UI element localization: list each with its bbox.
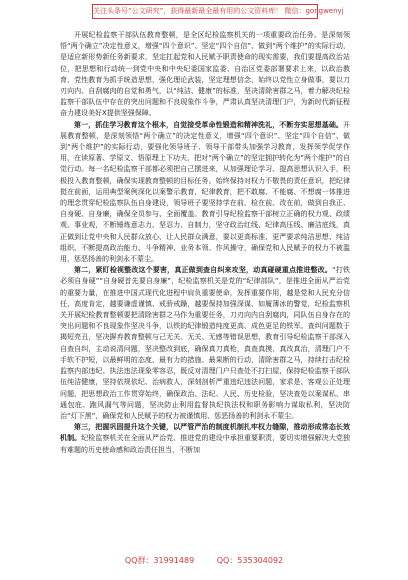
qq-label: QQ：535304092 bbox=[216, 556, 284, 565]
qq-group-label: QQ群：31991489 bbox=[124, 556, 195, 565]
promo-banner: 关注头条号“公文研究”，获得最新最全最有用的公文资料库！ 微信：gongwenyj bbox=[92, 4, 318, 19]
paragraph-lead: 第三，把握巩固提升这个关键，以严管严治的制度机制扎牢权力缝隙，推动形成常态长效机制。 bbox=[60, 423, 350, 443]
document-body bbox=[60, 30, 350, 456]
paragraph-text: 开展教育整顿，是深刻领悟“两个确立”的决定性意义，增强“四个意识”、坚定“四个自信”、做到“两个维护”的实际行动，要强化领导班子、领导干部带头加强学习教育，发挥领学促学作用，在读原著、学原文、悟原理上下功夫，把对“两个确立”的坚定拥护转化为“两个维护”的自觉行动。每一名纪检监察干部都必须把自己摆进来，从加强理论学习、提高思想认识入手，积极投入教育整顿，确保实现教育整顿的目标任务。始终保持对权力不敬畏的责任意识，把纪律挺在前面，运用典型案例深化以案警示教育，纪律教育，把不敢腐、不能腐、不想腐一体推进的理念贯穿纪检监察队伍自身建设，领导班子要坚持学在前、检在前、改在前，做到自我正、自身硬、自身廉，确保全员参与、全面覆盖。教育引导纪检监察干部树立正确的权力观、政绩观、事业观，不断锤炼意志力、坚忍力、自制力，坚守政治红线、纪律高压线、廉洁底线，真正做到让党中央和人民群众放心、让人民群众满意，要以更高标准、更严要求纯洁思想、纯洁组织、不断提高政治能力、斗争精神、业务本领、作风操守，确保党和人民赋予的权力不被滥用，惩恶扬善的利剑永不蒙尘。 bbox=[60, 120, 350, 264]
paragraph-text: 纪检监察机关在全面从严治党、推进党的建设中承担重要职责，要切实增强解决大党独有难题的历史使命感和政治责任担当，不断加 bbox=[60, 434, 351, 454]
paragraph-first bbox=[60, 120, 350, 266]
paragraph-text: “打铁必须自身硬”“自身硬首先要自身廉”，纪检监察机关是党的“纪律部队”，是推进全面从严治党的重要力量，在推进中国式现代化进程中肩负重要使命，发挥重要作用，越是党和人民充分信任、高度肯定，越要谦虚谨慎、戒骄戒躁，越要保持加强深谋、如履薄冰的警觉，纪检监察机关开展纪检教育整顿要把清除害群之马作为重要任务，刀刃向内自刮腐肉，同队伍自身存在的突出问题和不良现象作坚决斗争，以铁的纪律锻造纯度更高、成色更足的铁军。查纠问题数于揭短亮丑，坚决摒弃教育整顿与己无关、无关、无感等错误思想，教育引导纪检监察干部深入自查自纠，主动说清问题，坚决整改到底，确保真刀真枪，真查真摸、真改真治，清理门户不手软不护短，以最鲜明的态度、最有力的措施、最果断的行动，清除害群之马，持续打击纪检监察内部违纪、执法违法现象零容忍，既反对清理门户只查处不打扫屋，保持纪检监察干部队伍纯洁健康，坚持依规依纪、治病救人，深刻剖析严重违纪违法问题，家求是、客观公正处理问题，把思想政治工作贯穿始终，确保政治、法纪、人民、历史检验，坚决查处以案谋私、串通包庇、跑风漏气等问题，坚决防止利用监督执纪执法权和职务影响力谋取私利，坚决防治“灯下黑”，确保党和人民赋予的权力被谨慎用、惩恶扬善的利剑永不蒙尘。 bbox=[60, 266, 350, 420]
paragraph-lead: 第二，紧盯检视整改这个要害，真正做到查自纠来攻坚，动真碰硬重点推进整改。 bbox=[74, 266, 333, 275]
paragraph-text: 开展纪检监察干部队伍教育整顿，是全区纪检监察机关的一项重要政治任务。是深刻领悟“两个确立”决定性意义，增强“四个意识”、坚定“四个自信”、做到“两个维护”的实际行动，是适应新形势新任务新要求，坚定扛起党和人民赋予职责使命的现实需要，我们要提高政治站位，把思想和行动统一到党中央和中央纪委国家监委、自治区党委部署要求上来，以政治教育、党性教育为抓手统造思想，强化理论武装，坚定理想信念，始终以党性立身做事，要以刀刃向内、自刮腐肉的自觉和勇气，以“纯洁、健康”的标准，坚决清除害群之马，着力解决纪检监察干部队伍中存在的突出问题和不良现象作斗争，严肃认真坚决清理门户，为新时代新征程奋力建设美好X提供坚强保障。 bbox=[60, 31, 350, 118]
paragraph-intro bbox=[60, 30, 350, 120]
paragraph-third bbox=[60, 422, 350, 456]
paragraph-lead: 第一，抓住学习教育这个根本，自觉接受革命性锻造和精神洗礼，不断夯实思想基础。 bbox=[74, 120, 343, 129]
paragraph-second bbox=[60, 265, 350, 422]
contact-footer bbox=[0, 554, 408, 568]
